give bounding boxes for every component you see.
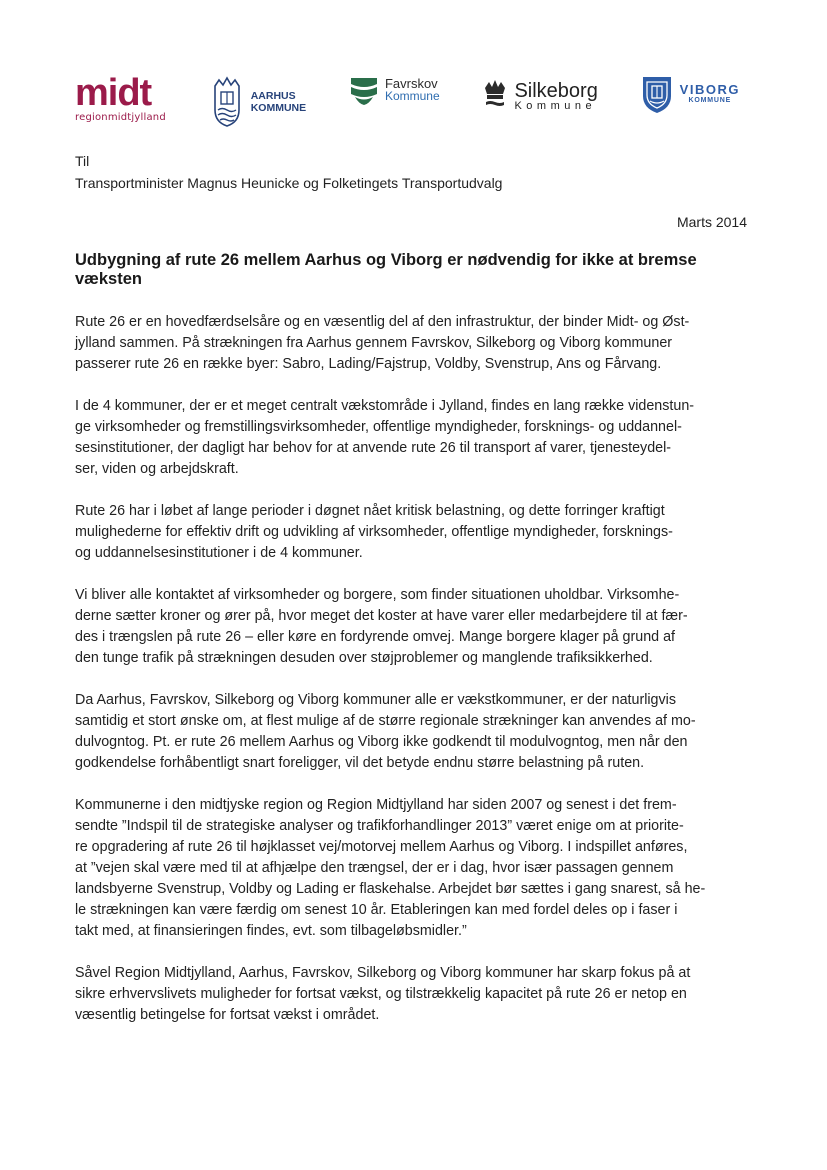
recipient-to: Til [75, 153, 90, 169]
letter-date: Marts 2014 [676, 214, 747, 230]
text-line: derne sætter kroner og ører på, hvor meget det koster at have varer eller medarbejdere til at fær- [75, 608, 688, 624]
favrskov-emblem-icon [349, 74, 379, 106]
viborg-shield-icon [641, 74, 673, 114]
heading-line: Udbygning af rute 26 mellem Aarhus og Viborg er nødvendig for ikke at bremse [75, 251, 697, 269]
favrskov-kommune: Kommune [384, 89, 440, 103]
silkeborg-kommune: Kommune [514, 100, 597, 112]
text-line: Vi bliver alle kontaktet af virksomheder og borgere, som finder situationen uholdbar. Virksomhe- [75, 587, 680, 603]
silkeborg-crown-icon [482, 76, 508, 110]
aarhus-kommune-logo [209, 76, 306, 128]
text-line: ser, viden og arbejdskraft. [75, 461, 239, 477]
text-line: dulvogntog. Pt. er rute 26 mellem Aarhus og Viborg ikke godkendt til modulvogntog, men når den [75, 734, 688, 750]
text-line: des i trængslen på rute 26 – eller køre en fordyrende omvej. Mange borgere klager på grund af [75, 629, 676, 645]
letter-heading [75, 251, 725, 289]
paragraph [75, 396, 750, 480]
text-line: Rute 26 er en hovedfærdselsåre og en væsentlig del af den infrastruktur, der binder Midt- og Øst- [75, 314, 690, 330]
text-line: den tunge trafik på strækningen desuden over støjproblemer og manglende trafiksikkerhed. [75, 650, 653, 666]
text-line: sikre erhvervslivets muligheder for fortsat vækst, og tilstrækkelig kapacitet på rute 26 er netop en [75, 986, 687, 1002]
viborg-name: VIBORG [679, 82, 740, 97]
paragraph [75, 795, 750, 942]
heading-line: væksten [75, 270, 142, 288]
text-line: jylland sammen. På strækningen fra Aarhus gennem Favrskov, Silkeborg og Viborg kommuner [75, 335, 673, 351]
text-line: sesinstitutioner, der dagligt har behov for at anvende rute 26 til transport af varer, tjenesteydel- [75, 440, 672, 456]
text-line: ge virksomheder og fremstillingsvirksomheder, offentlige myndigheder, forsknings- og uddannel- [75, 419, 682, 435]
logo-header [75, 74, 740, 134]
recipient-block [75, 150, 502, 194]
text-line: takt med, at finansieringen findes, evt. som tilbageløbsmidler.” [75, 923, 467, 939]
paragraph [75, 312, 750, 375]
aarhus-crest-icon [209, 76, 245, 128]
text-line: passerer rute 26 en række byer: Sabro, Lading/Fajstrup, Voldby, Svenstrup, Ans og Fårvang. [75, 356, 662, 372]
viborg-kommune-logo [641, 74, 740, 114]
text-line: og uddannelsesinstitutioner i de 4 kommuner. [75, 545, 363, 561]
text-line: Da Aarhus, Favrskov, Silkeborg og Viborg kommuner alle er vækstkommuner, er der naturligvis [75, 692, 676, 708]
text-line: godkendelse forhåbentligt snart foreligger, vil det betyde endnu større belastning på ruten. [75, 755, 645, 771]
text-line: Kommunerne i den midtjyske region og Region Midtjylland har siden 2007 og senest i det frem- [75, 797, 677, 813]
text-line: Såvel Region Midtjylland, Aarhus, Favrskov, Silkeborg og Viborg kommuner har skarp fokus på at [75, 965, 691, 981]
region-midtjylland-logo [75, 72, 166, 123]
paragraph [75, 690, 750, 774]
text-line: mulighederne for effektiv drift og udvikling af virksomheder, offentlige myndigheder, forsknings- [75, 524, 673, 540]
text-line: Rute 26 har i løbet af lange perioder i døgnet nået kritisk belastning, og dette forringer kraftigt [75, 503, 665, 519]
midt-wordmark: midt [75, 72, 152, 114]
paragraph [75, 585, 750, 669]
aarhus-name: AARHUS [250, 90, 296, 102]
recipient-name: Transportminister Magnus Heunicke og Folketingets Transportudvalg [75, 175, 503, 191]
favrskov-kommune-logo [349, 74, 440, 106]
text-line: samtidig et stort ønske om, at flest mulige af de større regionale strækninger kan anvendes af mo- [75, 713, 696, 729]
viborg-kommune: KOMMUNE [688, 97, 732, 104]
favrskov-name: Favrskov [384, 76, 438, 91]
text-line: re opgradering af rute 26 til højklasset vej/motorvej mellem Aarhus og Viborg. I indspillet anføres, [75, 839, 688, 855]
text-line: I de 4 kommuner, der er et meget centralt vækstområde i Jylland, findes en lang række videnstun- [75, 398, 695, 414]
midt-subtitle: regionmidtjylland [75, 112, 166, 123]
paragraph [75, 501, 750, 564]
text-line: sendte ”Indspil til de strategiske analyser og trafikforhandlinger 2013” været enige om at priorite- [75, 818, 684, 834]
letter-body [75, 312, 750, 1047]
text-line: landsbyerne Svenstrup, Voldby og Lading er flaskehalse. Arbejdet bør sættes i gang snarest, så he- [75, 881, 706, 897]
text-line: væsentlig betingelse for fortsat vækst i området. [75, 1007, 380, 1023]
silkeborg-name: Silkeborg [514, 80, 598, 102]
paragraph [75, 963, 750, 1026]
aarhus-kommune: KOMMUNE [250, 102, 307, 114]
silkeborg-kommune-logo [482, 74, 597, 112]
text-line: le strækningen kan være færdig om senest 10 år. Etableringen kan med fordel deles op i faser i [75, 902, 678, 918]
text-line: at ”vejen skal være med til at afhjælpe den trængsel, der er i dag, hvor især passagen gennem [75, 860, 674, 876]
